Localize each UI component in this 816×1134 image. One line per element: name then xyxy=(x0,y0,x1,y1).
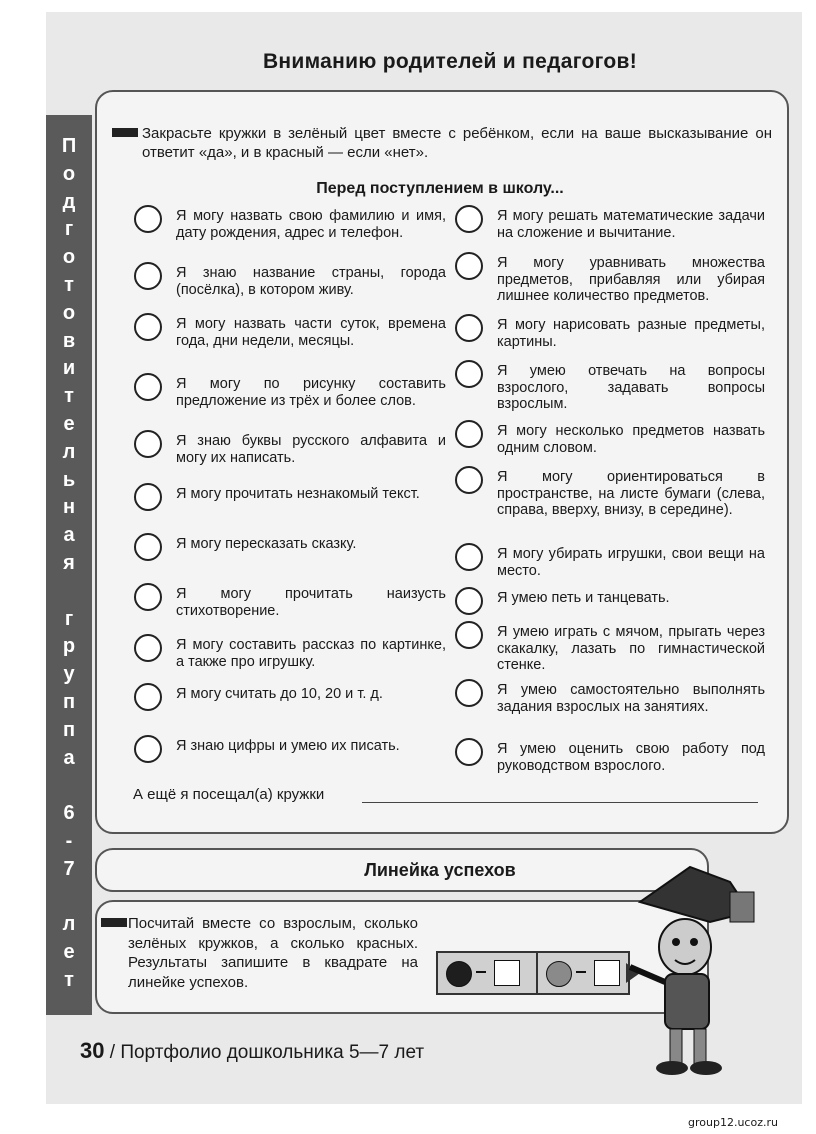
sidebar-letter: о xyxy=(62,162,76,185)
sidebar-letter: н xyxy=(62,496,76,519)
answer-circle-icon[interactable] xyxy=(134,205,162,233)
answer-circle-icon[interactable] xyxy=(455,314,483,342)
sidebar-letter: в xyxy=(62,329,76,352)
checklist-item-text: Я могу уравнивать множества предметов, прибавляя или убирая лишнее количество предметов. xyxy=(497,255,765,304)
checklist-item-text: Я умею петь и танцевать. xyxy=(497,590,670,606)
section-title: Линейка успехов xyxy=(364,860,516,880)
extra-activities-line[interactable] xyxy=(362,802,758,803)
dash-icon xyxy=(576,971,586,973)
sidebar-letter: т xyxy=(64,385,74,408)
answer-circle-icon[interactable] xyxy=(455,466,483,494)
page-title: Вниманию родителей и педагогов! xyxy=(262,50,638,73)
bullet-marker xyxy=(101,918,127,927)
page-number: 30 xyxy=(80,1038,105,1063)
sidebar-letter: р xyxy=(62,635,76,658)
answer-circle-icon[interactable] xyxy=(455,360,483,388)
answer-circle-icon[interactable] xyxy=(455,587,483,615)
sidebar-letter: г xyxy=(64,218,74,241)
checklist-item-text: Я могу несколько предметов назвать одним словом. xyxy=(497,423,765,456)
checklist-item-text: Я могу ориентироваться в пространстве, на листе бумаги (слева, справа, вверху, внизу, в середине). xyxy=(497,469,765,518)
sidebar-letter: п xyxy=(62,690,76,713)
sidebar-letter: я xyxy=(63,551,75,574)
answer-circle-icon[interactable] xyxy=(134,735,162,763)
checklist-item-text: Я знаю буквы русского алфавита и могу их написать. xyxy=(176,433,446,466)
checklist-item-text: Я умею играть с мячом, прыгать через скакалку, лазать по гимнастической стенке. xyxy=(497,624,765,673)
sidebar-letter: о xyxy=(62,301,76,324)
answer-circle-icon[interactable] xyxy=(134,483,162,511)
answer-circle-icon[interactable] xyxy=(134,533,162,561)
sidebar-letter: г xyxy=(64,607,74,630)
checklist-item-text: Я умею самостоятельно выполнять задания взрослых на занятиях. xyxy=(497,682,765,715)
checklist-item-text: Я могу прочитать незнакомый текст. xyxy=(176,486,420,502)
sidebar-letter: л xyxy=(62,440,76,463)
answer-circle-icon[interactable] xyxy=(134,313,162,341)
checklist-item-text: Я могу решать математические задачи на сложение и вычитание. xyxy=(497,208,765,241)
sidebar-letter: е xyxy=(63,941,75,964)
green-count-box[interactable] xyxy=(494,960,520,986)
checklist-item-text: Я знаю цифры и умею их писать. xyxy=(176,738,400,754)
checklist-item-text: Я могу назвать части суток, времена года, дни недели, месяцы. xyxy=(176,316,446,349)
sidebar-letter: е xyxy=(63,412,75,435)
red-count-box[interactable] xyxy=(594,960,620,986)
sidebar-letter: д xyxy=(62,190,76,213)
sidebar-letter: п xyxy=(62,718,76,741)
checklist-item-text: Я могу составить рассказ по картинке, а также про игрушку. xyxy=(176,637,446,670)
extra-activities-label: А ещё я посещал(а) кружки xyxy=(133,786,325,803)
gnome-illustration-icon xyxy=(620,862,760,1082)
answer-circle-icon[interactable] xyxy=(134,683,162,711)
answer-circle-icon[interactable] xyxy=(455,420,483,448)
answer-circle-icon[interactable] xyxy=(134,430,162,458)
age-group-sidebar xyxy=(46,115,92,1015)
answer-circle-icon[interactable] xyxy=(455,252,483,280)
sidebar-letter: П xyxy=(61,135,77,157)
sidebar-letter: л xyxy=(62,913,76,936)
checklist-item-text: Я умею отвечать на вопросы взрослого, задавать вопросы взрослым. xyxy=(497,363,765,412)
sidebar-letter: а xyxy=(63,746,75,769)
answer-circle-icon[interactable] xyxy=(134,634,162,662)
sidebar-letter: и xyxy=(62,357,76,380)
sidebar-letter: 7 xyxy=(63,857,75,880)
intro-text: Закрасьте кружки в зелёный цвет вместе с ребёнком, если на ваше высказывание он ответит «да», и в красный — если «нет». xyxy=(142,125,772,161)
answer-circle-icon[interactable] xyxy=(455,679,483,707)
answer-circle-icon[interactable] xyxy=(455,738,483,766)
answer-circle-icon[interactable] xyxy=(455,621,483,649)
sidebar-letter: ь xyxy=(62,468,76,491)
answer-circle-icon[interactable] xyxy=(455,205,483,233)
success-ruler xyxy=(436,951,630,995)
ruler-divider xyxy=(536,953,538,993)
sidebar-letter: 6 xyxy=(63,802,75,825)
checklist-item-text: Я могу назвать свою фамилию и имя, дату рождения, адрес и телефон. xyxy=(176,208,446,241)
answer-circle-icon[interactable] xyxy=(134,373,162,401)
sidebar-letter: у xyxy=(63,663,75,686)
bullet-marker xyxy=(112,128,138,137)
sidebar-letter: а xyxy=(63,524,75,547)
answer-circle-icon[interactable] xyxy=(455,543,483,571)
sidebar-letter: т xyxy=(64,968,74,991)
section-text: Посчитай вместе со взрослым, сколько зелёных кружков, а сколько красных. Результаты запишите в квадрате на линейке успехов. xyxy=(128,915,418,991)
sidebar-letter: - xyxy=(65,829,73,852)
page-footer xyxy=(80,1038,424,1064)
red-count-circle-icon xyxy=(546,961,572,987)
checklist-item-text: Я знаю название страны, города (посёлка), в котором живу. xyxy=(176,265,446,298)
book-title: / Портфолио дошкольника 5—7 лет xyxy=(109,1042,425,1063)
checklist-item-text: Я умею оценить свою работу под руководством взрослого. xyxy=(497,741,765,774)
answer-circle-icon[interactable] xyxy=(134,583,162,611)
sidebar-text xyxy=(46,133,92,995)
checklist-item-text: Я могу убирать игрушки, свои вещи на место. xyxy=(497,546,765,579)
dash-icon xyxy=(476,971,486,973)
checklist-item-text: Я могу пересказать сказку. xyxy=(176,536,357,552)
green-count-circle-icon xyxy=(446,961,472,987)
checklist-item-text: Я могу прочитать наизусть стихотворение. xyxy=(176,586,446,619)
sidebar-letter: о xyxy=(62,246,76,269)
watermark: group12.ucoz.ru xyxy=(688,1116,778,1129)
sidebar-letter: т xyxy=(64,273,74,296)
checklist-item-text: Я могу нарисовать разные предметы, картины. xyxy=(497,317,765,350)
answer-circle-icon[interactable] xyxy=(134,262,162,290)
checklist-item-text: Я могу считать до 10, 20 и т. д. xyxy=(176,686,383,702)
checklist-subtitle: Перед поступлением в школу... xyxy=(316,180,564,197)
checklist-item-text: Я могу по рисунку составить предложение из трёх и более слов. xyxy=(176,376,446,409)
